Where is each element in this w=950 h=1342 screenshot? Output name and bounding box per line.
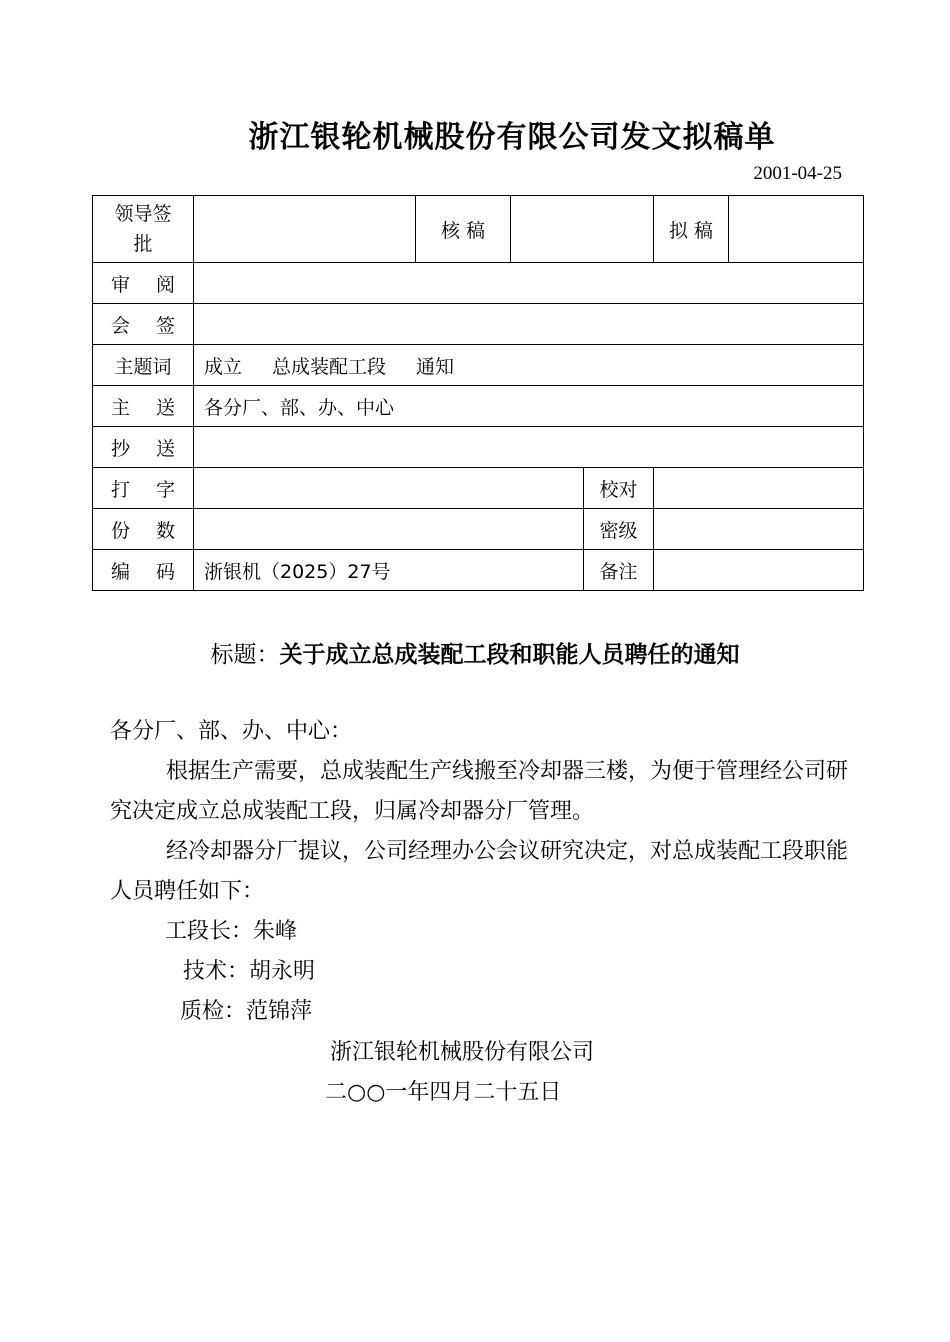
- copies-label: 份 数: [93, 509, 194, 550]
- proofread-field[interactable]: [654, 468, 864, 509]
- secrecy-field[interactable]: [654, 509, 864, 550]
- leader-sign-label: 领导签批: [93, 196, 194, 263]
- document-date: 2001-04-25: [753, 163, 842, 184]
- leader-sign-field[interactable]: [194, 196, 416, 263]
- notice-heading: [0, 636, 950, 669]
- send-to-label: 主 送: [93, 386, 194, 427]
- keyword: 总成装配工段: [272, 355, 387, 378]
- countersign-label: 会 签: [93, 304, 194, 345]
- review-field[interactable]: [511, 196, 654, 263]
- keywords-label: 主题词: [93, 345, 194, 386]
- review-label: 核 稿: [416, 196, 511, 263]
- countersign-field[interactable]: [194, 304, 864, 345]
- appointment-item: [183, 954, 315, 985]
- appointment-item: [165, 914, 297, 945]
- signature: 浙江银轮机械股份有限公司: [330, 1040, 595, 1065]
- code-label: 编 码: [93, 550, 194, 591]
- draft-field[interactable]: [729, 196, 864, 263]
- appointment-role: 质检：: [180, 999, 247, 1024]
- appointment-role: 技术：: [183, 959, 250, 984]
- appointment-name: 朱峰: [253, 919, 298, 944]
- heading-prefix: 标题：: [210, 642, 280, 668]
- copies-field[interactable]: [194, 509, 584, 550]
- draft-form-table: [92, 195, 864, 591]
- keywords-field[interactable]: [194, 345, 864, 386]
- send-to-field[interactable]: 各分厂、部、办、中心: [194, 386, 864, 427]
- proofread-label: 校对: [584, 468, 654, 509]
- draft-label: 拟 稿: [654, 196, 729, 263]
- salutation: 各分厂、部、办、中心：: [110, 719, 353, 744]
- code-field[interactable]: 浙银机（2025）27号: [194, 550, 584, 591]
- typing-label: 打 字: [93, 468, 194, 509]
- appointment-item: [180, 994, 312, 1025]
- keyword: 通知: [416, 355, 455, 378]
- notice-body: [110, 712, 855, 912]
- appointment-name: 胡永明: [249, 959, 316, 984]
- secrecy-label: 密级: [584, 509, 654, 550]
- sign-date: 二○○一年四月二十五日: [325, 1080, 562, 1105]
- read-field[interactable]: [194, 263, 864, 304]
- heading-text: 关于成立总成装配工段和职能人员聘任的通知: [279, 642, 740, 668]
- paragraph: 根据生产需要，总成装配生产线搬至冷却器三楼，为便于管理经公司研究决定成立总成装配工段，归属冷却器分厂管理。: [110, 759, 849, 824]
- read-label: 审 阅: [93, 263, 194, 304]
- remarks-field[interactable]: [654, 550, 864, 591]
- cc-field[interactable]: [194, 427, 864, 468]
- cc-label: 抄 送: [93, 427, 194, 468]
- appointment-name: 范锦萍: [246, 999, 313, 1024]
- remarks-label: 备注: [584, 550, 654, 591]
- typing-field[interactable]: [194, 468, 584, 509]
- appointment-role: 工段长：: [165, 919, 254, 944]
- paragraph: 经冷却器分厂提议，公司经理办公会议研究决定，对总成装配工段职能人员聘任如下：: [110, 839, 849, 904]
- keyword: 成立: [204, 355, 243, 378]
- document-title: 浙江银轮机械股份有限公司发文拟稿单: [248, 120, 776, 155]
